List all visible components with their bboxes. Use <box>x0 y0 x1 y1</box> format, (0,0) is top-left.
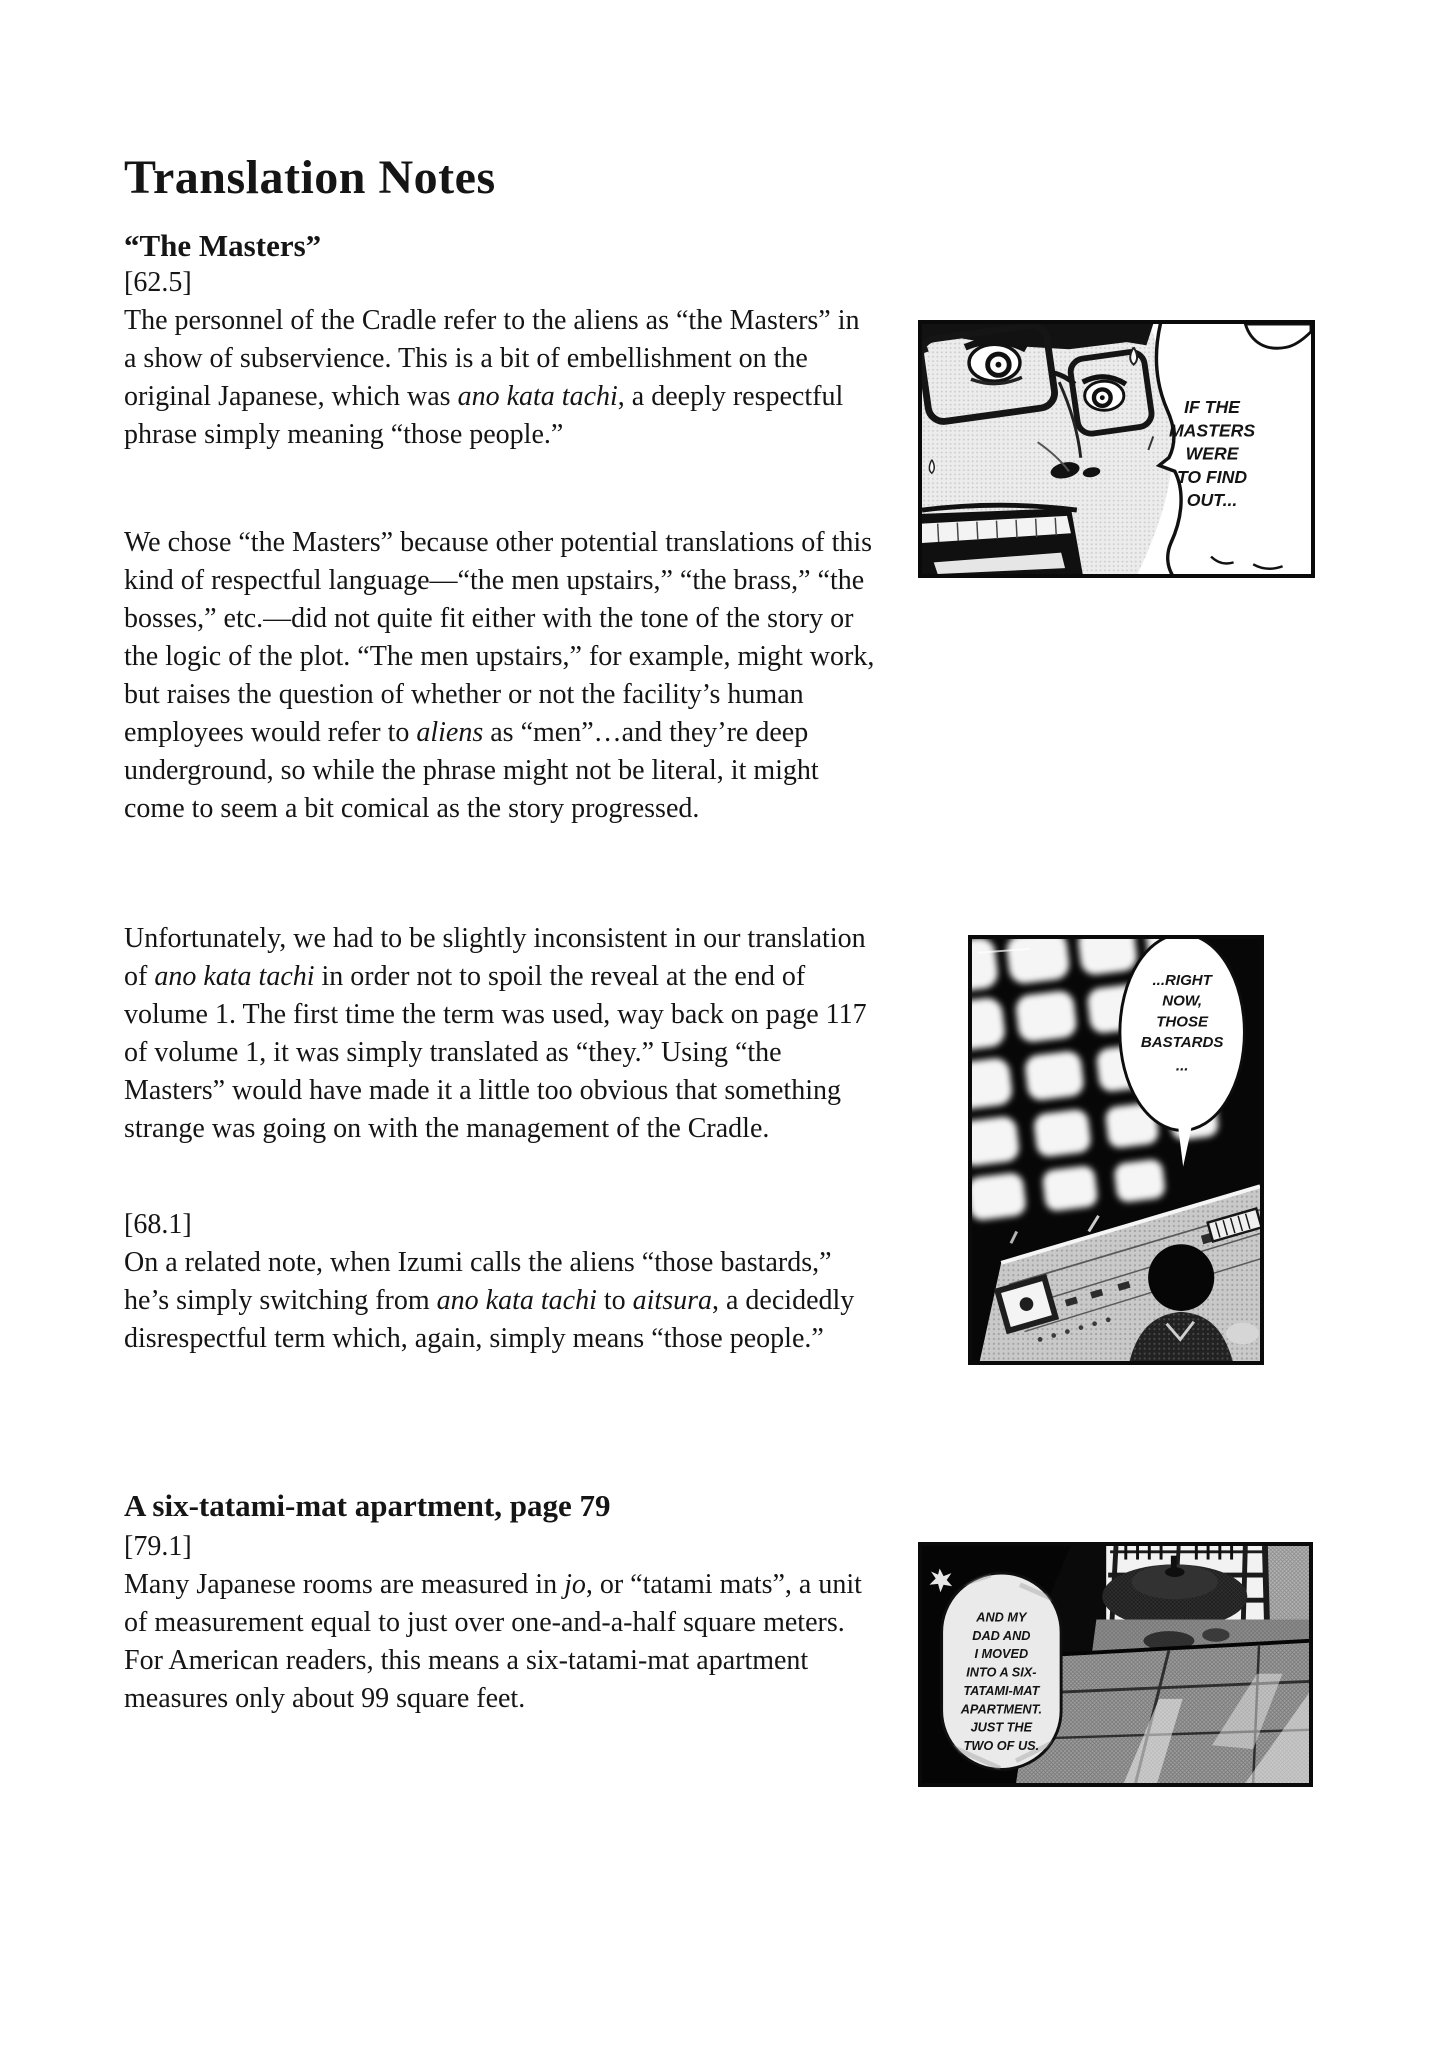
bubble-line: JUST THE <box>970 1720 1033 1735</box>
note-block-68-1 <box>124 1206 876 1358</box>
bubble-line: APARTMENT. <box>960 1702 1042 1717</box>
bubble-line: NOW, <box>1162 992 1203 1010</box>
bubble-line: WERE <box>1185 443 1239 464</box>
bubble-line: ...RIGHT <box>1152 972 1212 990</box>
page-title: Translation Notes <box>124 151 496 205</box>
manga-panel-1-art <box>922 324 1311 574</box>
bubble-line: IF THE <box>1184 397 1240 418</box>
bubble-line: BASTARDS <box>1140 1033 1224 1051</box>
bubble-line: TATAMI-MAT <box>963 1684 1040 1698</box>
bubble-line: OUT... <box>1186 490 1238 511</box>
note-paragraph-unfortunately <box>124 920 876 1148</box>
page-ref-68-1: [68.1] <box>124 1209 192 1240</box>
bubble-line: I MOVED <box>974 1647 1029 1662</box>
paragraph: On a related note, when Izumi calls the aliens “those bastards,” he’s simply switching from ano kata tachi to aitsura, a decidedly disrespectful term which, again, simply means “those people.” <box>124 1247 855 1354</box>
manga-panel-2-art <box>972 939 1260 1361</box>
paragraph: Many Japanese rooms are measured in jo, or “tatami mats”, a unit of measurement equal to just over one-and-a-half square meters. For American readers, this means a six-tatami-mat apartment measures only about 99 square feet. <box>124 1569 862 1714</box>
manga-panel-masters-find-out <box>918 320 1315 578</box>
note-block-79-1 <box>124 1528 876 1718</box>
note-block-62-5 <box>124 264 876 454</box>
paragraph: Unfortunately, we had to be slightly inconsistent in our translation of ano kata tachi in order not to spoil the reveal at the end of volume 1. The first time the term was used, way back on page 117 of volume 1, it was simply translated as “they.” Using “the Masters” would have made it a little too obvious that something strange was going on with the management of the Cradle. <box>124 923 867 1144</box>
bubble-line: TO FIND <box>1176 467 1248 487</box>
bubble-line: INTO A SIX- <box>966 1665 1037 1680</box>
bubble-line: MASTERS <box>1168 420 1256 441</box>
note-paragraph-we-chose <box>124 524 876 828</box>
page-ref-79-1: [79.1] <box>124 1531 192 1562</box>
bubble-line: THOSE <box>1156 1013 1209 1031</box>
bubble-line: ... <box>1175 1057 1189 1075</box>
section-heading-the-masters: “The Masters” <box>124 227 322 263</box>
paragraph: The personnel of the Cradle refer to the aliens as “the Masters” in a show of subservience. This is a bit of embellishment on the original Japanese, which was ano kata tachi, a deeply respectful phrase simply meaning “those people.” <box>124 305 860 450</box>
bubble-line: AND MY <box>976 1610 1027 1625</box>
section-heading-six-tatami: A six-tatami-mat apartment, page 79 <box>124 1487 611 1523</box>
bubble-line: DAD AND <box>972 1628 1031 1643</box>
paragraph: We chose “the Masters” because other potential translations of this kind of respectful language—“the men upstairs,” “the brass,” “the bosses,” etc.—did not quite fit either with the tone of the story or the logic of the plot. “The men upstairs,” for example, might work, but raises the question of whether or not the facility’s human employees would refer to aliens as “men”…and they’re deep underground, so while the phrase might not be literal, it might come to seem a bit comical as the story progressed. <box>124 527 875 824</box>
page-ref-62-5: [62.5] <box>124 267 192 298</box>
bubble-line: TWO OF US. <box>963 1739 1040 1754</box>
manga-panel-3-art <box>922 1546 1309 1783</box>
manga-panel-those-bastards <box>968 935 1264 1365</box>
manga-panel-six-tatami <box>918 1542 1313 1787</box>
